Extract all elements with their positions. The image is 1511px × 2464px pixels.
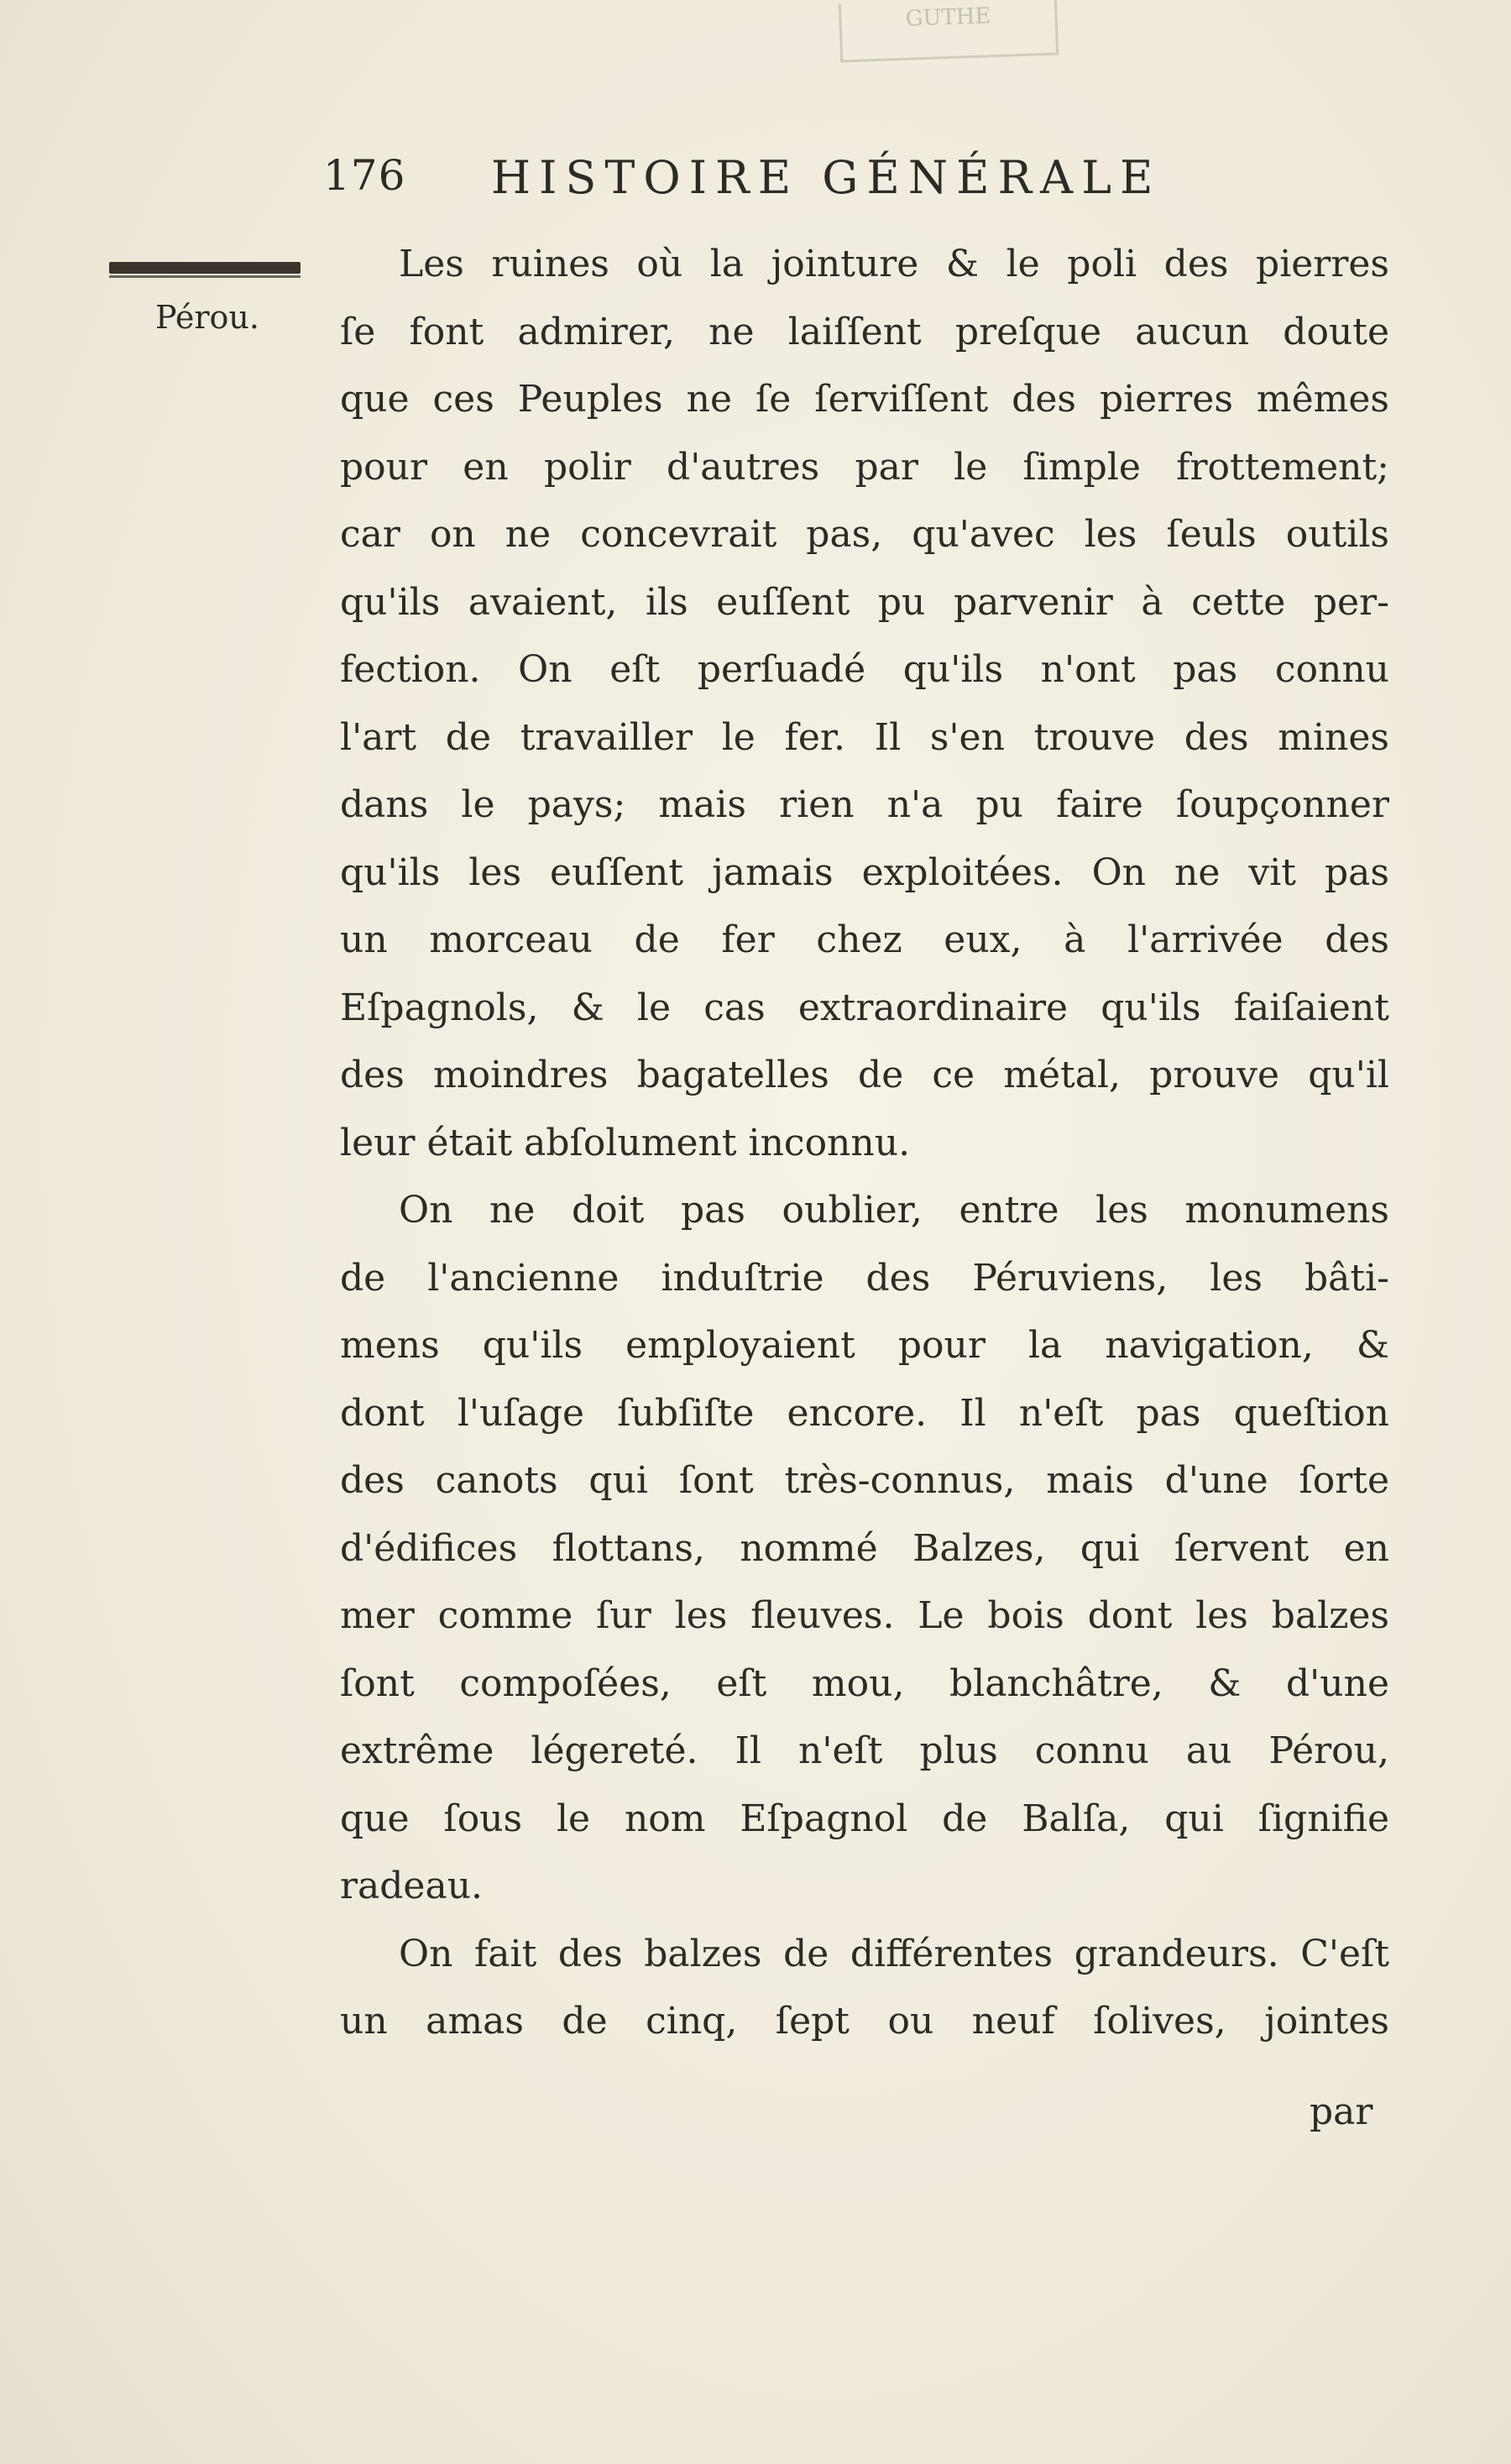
text-line: que ſous le nom Eſpagnol de Balſa, qui ſignifie <box>340 1797 1389 1840</box>
text-line: ſe font admirer, ne laiſſent preſque aucun doute <box>340 310 1389 353</box>
text-line: que ces Peuples ne ſe ſerviſſent des pierres mêmes <box>340 378 1389 421</box>
text-line: des moindres bagatelles de ce métal, prouve qu'il <box>340 1054 1389 1096</box>
text-line: mer comme ſur les fleuves. Le bois dont les balzes <box>340 1594 1389 1637</box>
library-stamp <box>839 0 1059 63</box>
text-line: l'art de travailler le fer. Il s'en trouve des mines <box>340 715 1389 759</box>
text-line: radeau. <box>340 1865 484 1907</box>
margin-note: Pérou. <box>155 299 259 336</box>
text-line: fection. On eſt perſuadé qu'ils n'ont pas connu <box>340 648 1389 691</box>
running-head <box>323 143 1230 210</box>
text-line: leur était abſolument inconnu. <box>340 1121 911 1164</box>
text-line: extrême légereté. Il n'eſt plus connu au Pérou, <box>340 1729 1389 1772</box>
text-line: des canots qui ſont très-connus, mais d'une ſorte <box>340 1459 1389 1502</box>
margin-rule <box>109 262 301 274</box>
text-line: On ne doit pas oublier, entre les monumens <box>399 1189 1389 1232</box>
running-title: HISTOIRE GÉNÉRALE <box>491 151 1162 204</box>
text-line: mens qu'ils employaient pour la navigation, & <box>340 1324 1389 1367</box>
text-line: Les ruines où la jointure & le poli des pierres <box>399 243 1389 285</box>
text-line: de l'ancienne induſtrie des Péruviens, les bâti- <box>340 1256 1389 1300</box>
text-line: un amas de cinq, ſept ou neuf ſolives, jointes <box>340 2000 1389 2043</box>
body-text <box>340 231 1389 2056</box>
stamp-text: GUTHE <box>905 3 991 32</box>
page-number: 176 <box>323 151 406 200</box>
catchword: par <box>1310 2090 1373 2133</box>
text-line: qu'ils les euſſent jamais exploitées. On ne vit pas <box>340 850 1389 894</box>
text-line: qu'ils avaient, ils euſſent pu parvenir à cette per- <box>340 580 1389 624</box>
text-line: d'édifices flottans, nommé Balzes, qui ſervent en <box>340 1526 1389 1570</box>
text-line: un morceau de fer chez eux, à l'arrivée des <box>340 918 1389 961</box>
text-line: Eſpagnols, & le cas extraordinaire qu'ils faiſaient <box>340 986 1389 1029</box>
text-line: dans le pays; mais rien n'a pu faire ſoupçonner <box>340 783 1389 826</box>
text-line: ſont compoſées, eſt mou, blanchâtre, & d'une <box>340 1661 1389 1705</box>
text-line: pour en polir d'autres par le ſimple frottement; <box>340 445 1389 489</box>
text-line: dont l'uſage ſubſiſte encore. Il n'eſt pas queſtion <box>340 1391 1389 1435</box>
text-line: car on ne concevrait pas, qu'avec les ſeuls outils <box>340 513 1389 556</box>
text-line: On fait des balzes de différentes grandeurs. C'eſt <box>399 1932 1389 1975</box>
